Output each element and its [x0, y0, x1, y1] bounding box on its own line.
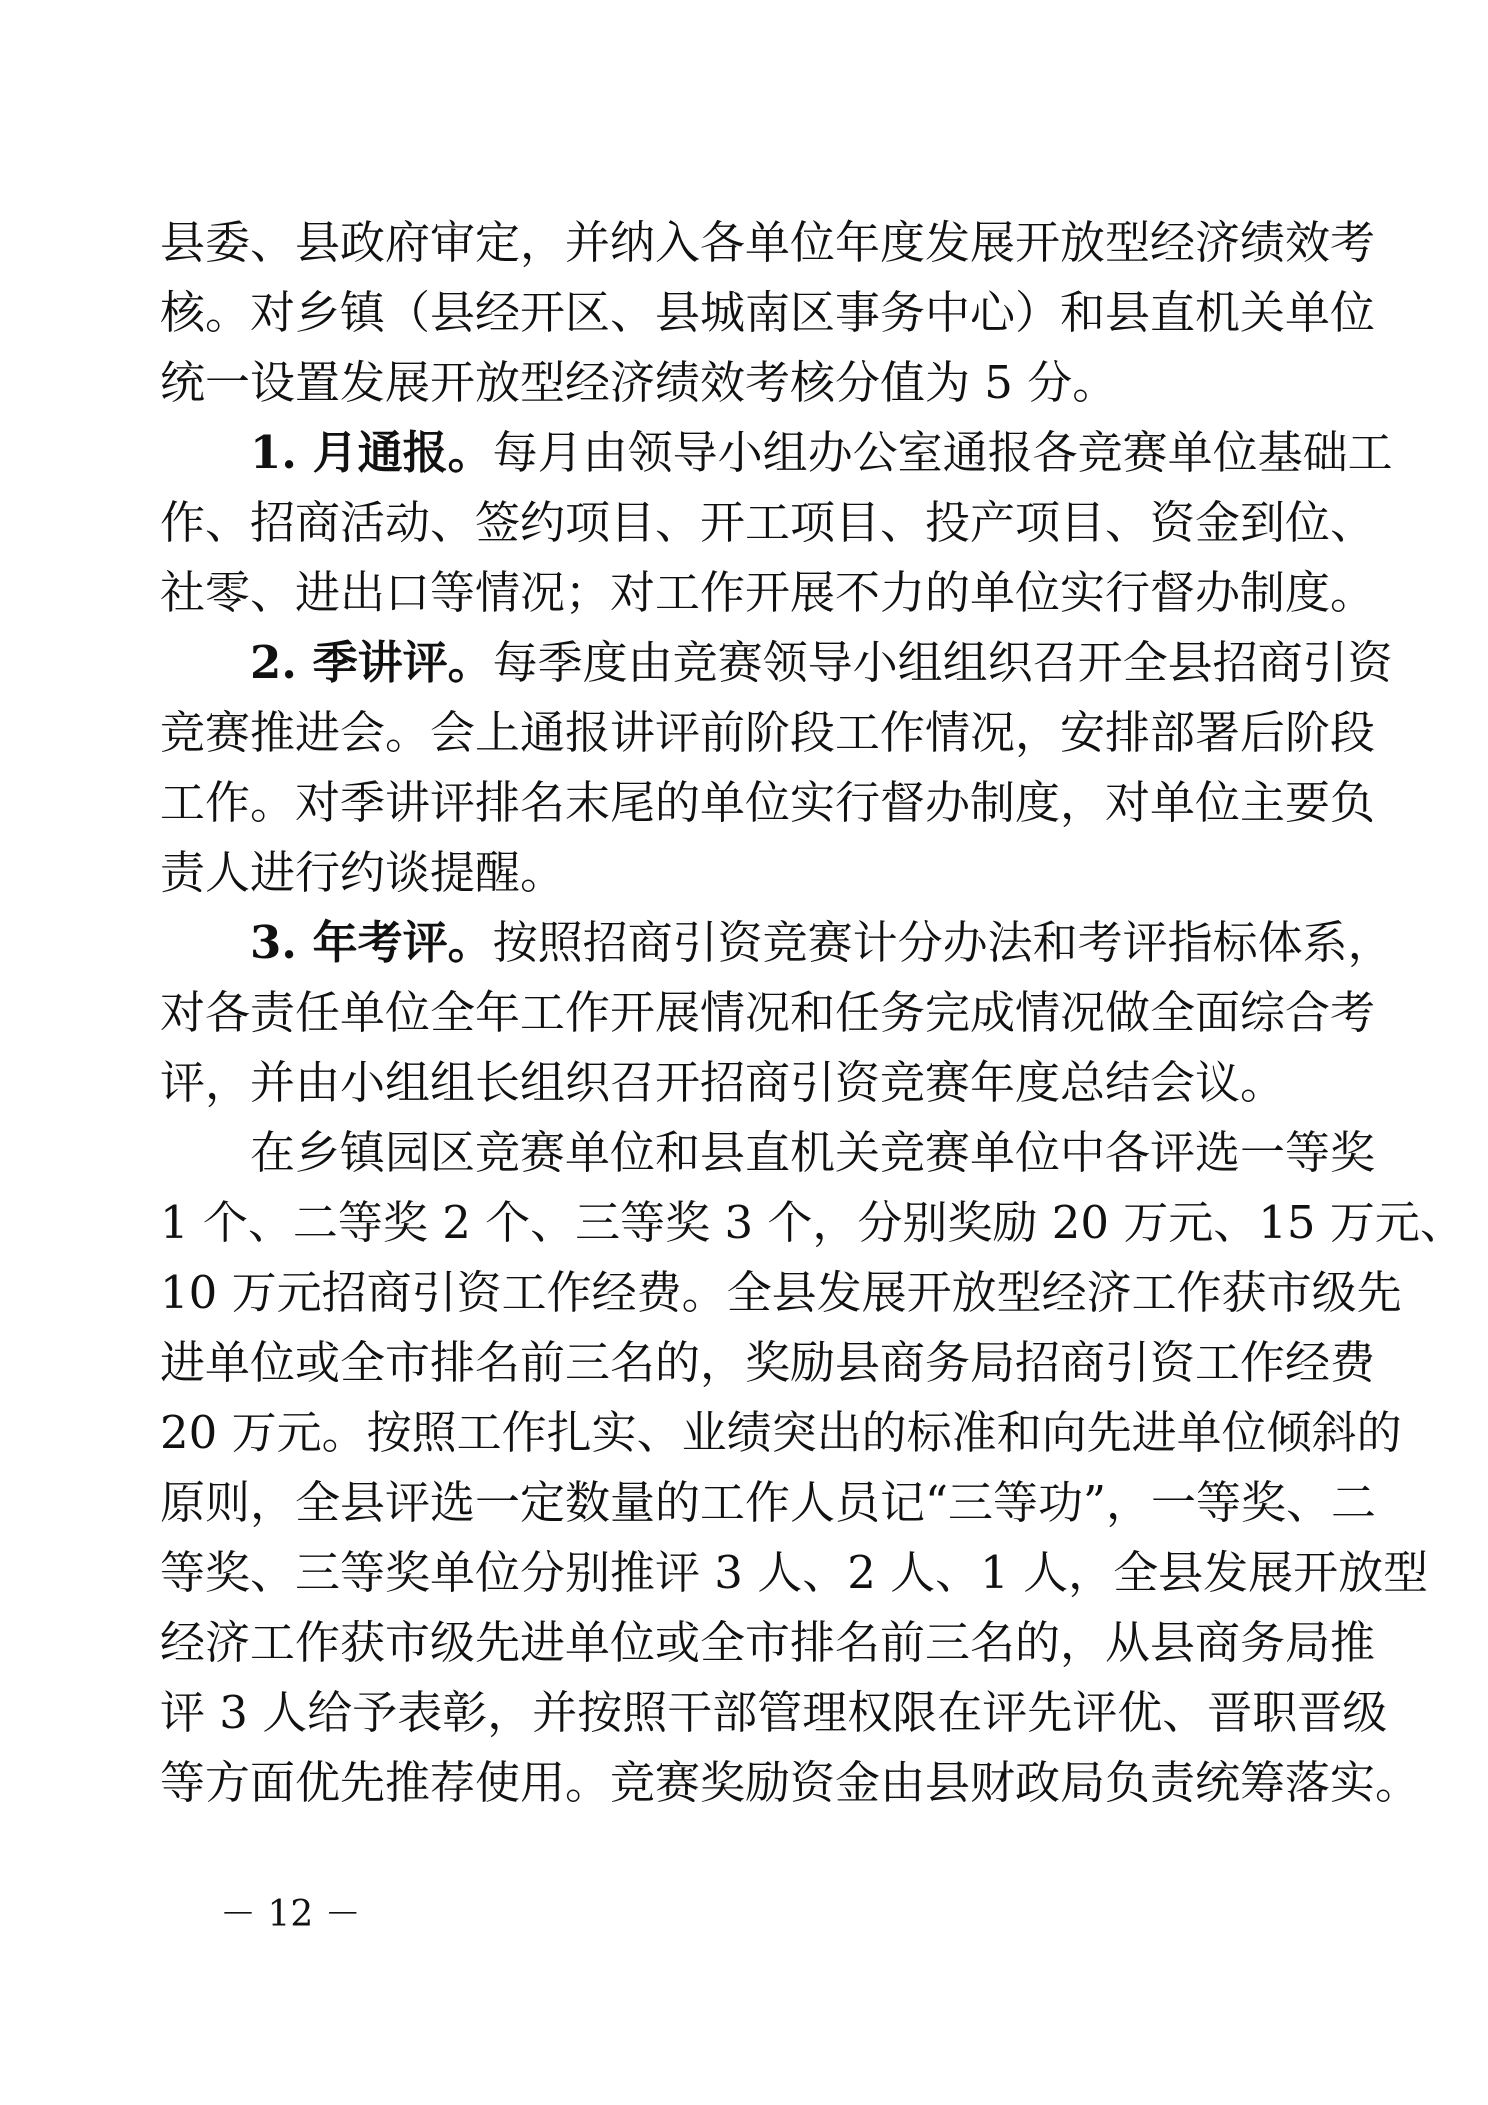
line-text: 作、招商活动、签约项目、开工项目、投产项目、资金到位、: [160, 496, 1376, 549]
body-line: [160, 1613, 1376, 1673]
body-line: [160, 1333, 1376, 1393]
line-text: 社零、进出口等情况；对工作开展不力的单位实行督办制度。: [160, 566, 1376, 619]
line-text: 经济工作获市级先进单位或全市排名前三名的，从县商务局推: [160, 1616, 1376, 1669]
line-text: 每月由领导小组办公室通报各竞赛单位基础工: [492, 426, 1393, 479]
line-text: 原则，全县评选一定数量的工作人员记“三等功”，一等奖、二: [160, 1476, 1377, 1529]
line-text: 工作。对季讲评排名末尾的单位实行督办制度，对单位主要负: [160, 776, 1376, 829]
line-text: 按照招商引资竞赛计分办法和考评指标体系，: [492, 916, 1393, 969]
line-text: 等方面优先推荐使用。竞赛奖励资金由县财政局负责统筹落实。: [160, 1756, 1421, 1809]
page-number: － 12 －: [220, 1894, 361, 1935]
body-line: [160, 983, 1376, 1043]
body-line: [160, 563, 1376, 623]
line-text: 对各责任单位全年工作开展情况和任务完成情况做全面综合考: [160, 986, 1376, 1039]
body-line: [160, 353, 1290, 413]
line-text: 等奖、三等奖单位分别推评 3 人、2 人、1 人，全县发展开放型: [160, 1546, 1429, 1599]
line-text: 1 个、二等奖 2 个、三等奖 3 个，分别奖励 20 万元、15 万元、: [160, 1196, 1465, 1249]
body-line: [160, 843, 1290, 903]
body-line: [160, 283, 1376, 343]
line-text: 进单位或全市排名前三名的，奖励县商务局招商引资工作经费: [160, 1336, 1376, 1389]
section-line: [250, 633, 1393, 693]
line-text: 竞赛推进会。会上通报讲评前阶段工作情况，安排部署后阶段: [160, 706, 1376, 759]
body-line: [160, 1263, 1402, 1323]
section-heading-annual-evaluation: 3. 年考评。: [250, 916, 493, 969]
body-line: [160, 703, 1376, 763]
body-line: [160, 1193, 1465, 1253]
line-text: 10 万元招商引资工作经费。全县发展开放型经济工作获市级先: [160, 1266, 1402, 1319]
line-text: 在乡镇园区竞赛单位和县直机关竞赛单位中各评选一等奖: [250, 1126, 1376, 1179]
body-line: [160, 1053, 1290, 1113]
line-text: 县委、县政府审定，并纳入各单位年度发展开放型经济绩效考: [160, 216, 1376, 269]
section-line: [250, 913, 1393, 973]
line-text: 20 万元。按照工作扎实、业绩突出的标准和向先进单位倾斜的: [160, 1406, 1402, 1459]
section-line: [250, 423, 1393, 483]
line-text: 评，并由小组组长组织召开招商引资竞赛年度总结会议。: [160, 1056, 1286, 1109]
body-line: [160, 213, 1376, 273]
body-line: [160, 1683, 1388, 1743]
body-line: [160, 493, 1376, 553]
body-line: [160, 1403, 1402, 1463]
line-text: 责人进行约谈提醒。: [160, 846, 566, 899]
body-line: [160, 1543, 1429, 1603]
body-line: [160, 1473, 1377, 1533]
line-text: 每季度由竞赛领导小组组织召开全县招商引资: [492, 636, 1393, 689]
body-line: [160, 1753, 1421, 1813]
line-text: 统一设置发展开放型经济绩效考核分值为 5 分。: [160, 356, 1118, 409]
body-line: [250, 1123, 1376, 1183]
line-text: 评 3 人给予表彰，并按照干部管理权限在评先评优、晋职晋级: [160, 1686, 1388, 1739]
section-heading-monthly-report: 1. 月通报。: [250, 426, 493, 479]
line-text: 核。对乡镇（县经开区、县城南区事务中心）和县直机关单位: [160, 286, 1376, 339]
body-line: [160, 773, 1376, 833]
section-heading-quarterly-review: 2. 季讲评。: [250, 636, 493, 689]
